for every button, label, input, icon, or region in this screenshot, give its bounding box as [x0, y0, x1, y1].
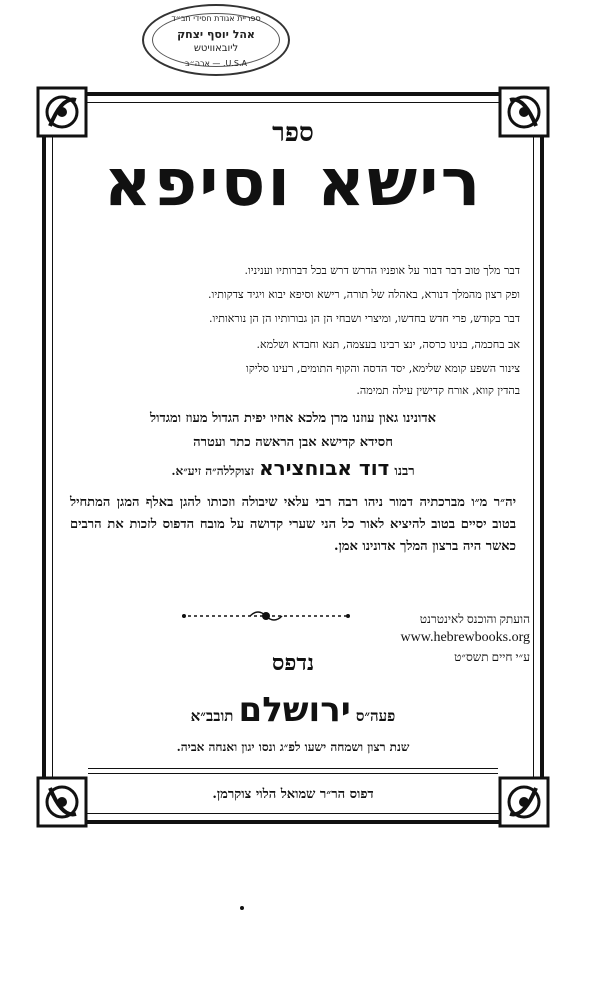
rabbeinu-label: רבנו	[394, 464, 415, 479]
dedication-line-1: אדונינו גאון עוזנו מרן מלכא אחיו יפית הגדול מעוז ומגדול	[150, 411, 436, 426]
printer-line: דפוס הר״ר שמואל הלוי צוקרמן.	[212, 787, 374, 802]
blessing-paragraph: יה״ר מ״ו מברכתיה דמור ניהו רבה רבי עלאי שיבולה וזכותו להגן באלף המגן המתחיל בטוב יסיים בטוב להיציא לאור כל הני שערי קדושה על מובח הדפוס לזכות את הרבים כאשר היה ברצון המלך אדונינו אמן.	[70, 495, 516, 554]
stamp-line-2: אהל יוסף יצחק	[177, 28, 255, 41]
intro-line-4: אב בחכמה, בנינו כרסה, ינצ רבינו בעצמה, תנא וחבדא ושלמא.	[256, 338, 520, 351]
credit-line-1: הועתק והוכנס לאינטרנט	[419, 612, 530, 626]
divider-ornament-icon	[178, 606, 354, 626]
page-speck	[240, 906, 244, 910]
stamp-line-4: U.S.A. — ארה״ב	[185, 59, 247, 68]
intro-line-1: דבר מלך טוב דבר דבור על אופניו הדרש דרש בכל דברותיו ועניניו.	[244, 264, 520, 277]
bottom-rule-thick	[88, 768, 498, 769]
rabbi-name: דוד אבוחצירא	[259, 456, 390, 480]
year-line: שנת רצון ושמחה ישעו לפ״ג ונסו יגון ואנחה אביה.	[176, 740, 410, 754]
corner-ornament-bottom-left-icon	[36, 776, 88, 828]
year-prefix: פעה״ס	[355, 707, 396, 725]
dedication-line-2: חסידא קדישא אבן הראשה כתר ועטרה	[193, 435, 393, 450]
stamp-line-3: ליובאוויטש	[193, 43, 239, 54]
bottom-rule-thin	[88, 773, 498, 774]
sefer-label: ספר	[272, 118, 314, 148]
intro-line-5: צינור השפע קומא שלימא, יסד הדסה והקוף התומים, רעינו סליקו	[246, 362, 520, 375]
rabbi-honorific: זצוקללה״ה זיע״א.	[171, 464, 254, 478]
year-suffix: תובב״א	[190, 707, 234, 725]
stamp-line-1: ספריית אגודת חסידי חב״ד	[171, 14, 261, 23]
nidpas-label: נדפס	[271, 650, 315, 676]
corner-ornament-bottom-right-icon	[498, 776, 550, 828]
library-stamp	[142, 4, 290, 76]
dedication-name-line	[70, 456, 516, 480]
intro-line-3: דבר בקודש, פרי חדש בחדשו, ומיצרי ושבחי הן הן גבורותיו הן הן נוראותיו.	[209, 312, 520, 325]
city-name: ירושלם	[238, 690, 351, 730]
credit-line-3: ע״י חיים תשס״ט	[454, 650, 530, 664]
credit-url[interactable]: www.hebrewbooks.org	[400, 630, 530, 645]
intro-line-6: בהדין קווא, אורח קדישין עילה תמימה.	[356, 384, 520, 397]
book-title: רישא וסיפא	[103, 144, 483, 221]
publication-city-row	[70, 690, 516, 730]
intro-line-2: ופק רצון מהמלך דנורא, באהלה של תורה, רישא וסיפא יבוא ויגיד צדקותיו.	[208, 288, 520, 301]
